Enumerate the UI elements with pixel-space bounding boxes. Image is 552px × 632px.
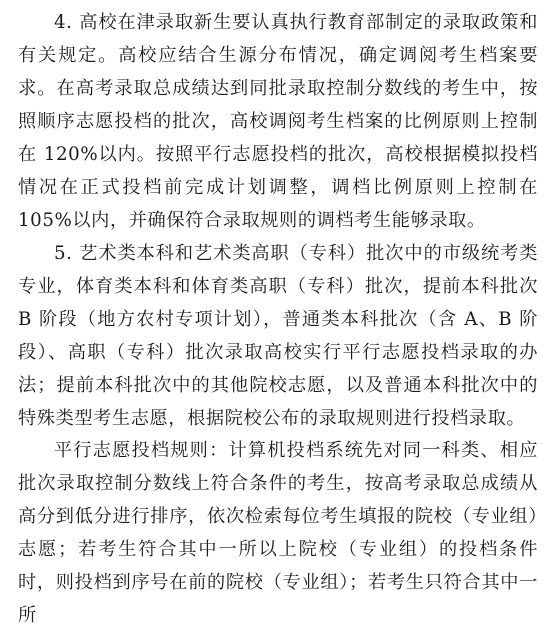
- paragraph-parallel-volunteer-batches: 5. 艺术类本科和艺术类高职（专科）批次中的市级统考类专业，体育类本科和体育类高职（专科）批次，提前本科批次 B 阶段（地方农村专项计划），普通类本科批次（含 A、B 阶段）、高职（专科）批次录取高校实行平行志愿投档录取的办法；提前本科批次中的其他院校志愿，以及普通本科批次中的特殊类型考生志愿，根据院校公布的录取规则进行投档录取。: [18, 243, 538, 429]
- paragraph-parallel-volunteer-rules: 平行志愿投档规则：计算机投档系统先对同一科类、相应批次录取控制分数线上符合条件的考生，按高考录取总成绩从高分到低分进行排序，依次检索每位考生填报的院校（专业组）志愿；若考生符合其中一所以上院校（专业组）的投档条件时，则投档到序号在前的院校（专业组）；若考生只符合其中一所: [18, 440, 538, 626]
- paragraph-admission-policy: 4. 高校在津录取新生要认真执行教育部制定的录取政策和有关规定。高校应结合生源分布情况，确定调阅考生档案要求。在高考录取总成绩达到同批录取控制分数线的考生中，按照顺序志愿投档的批次，高校调阅考生档案的比例原则上控制在 120%以内。按照平行志愿投档的批次，高校根据模拟投档情况在正式投档前完成计划调整，调档比例原则上控制在 105%以内，并确保符合录取规则的调档考生能够录取。: [18, 12, 538, 231]
